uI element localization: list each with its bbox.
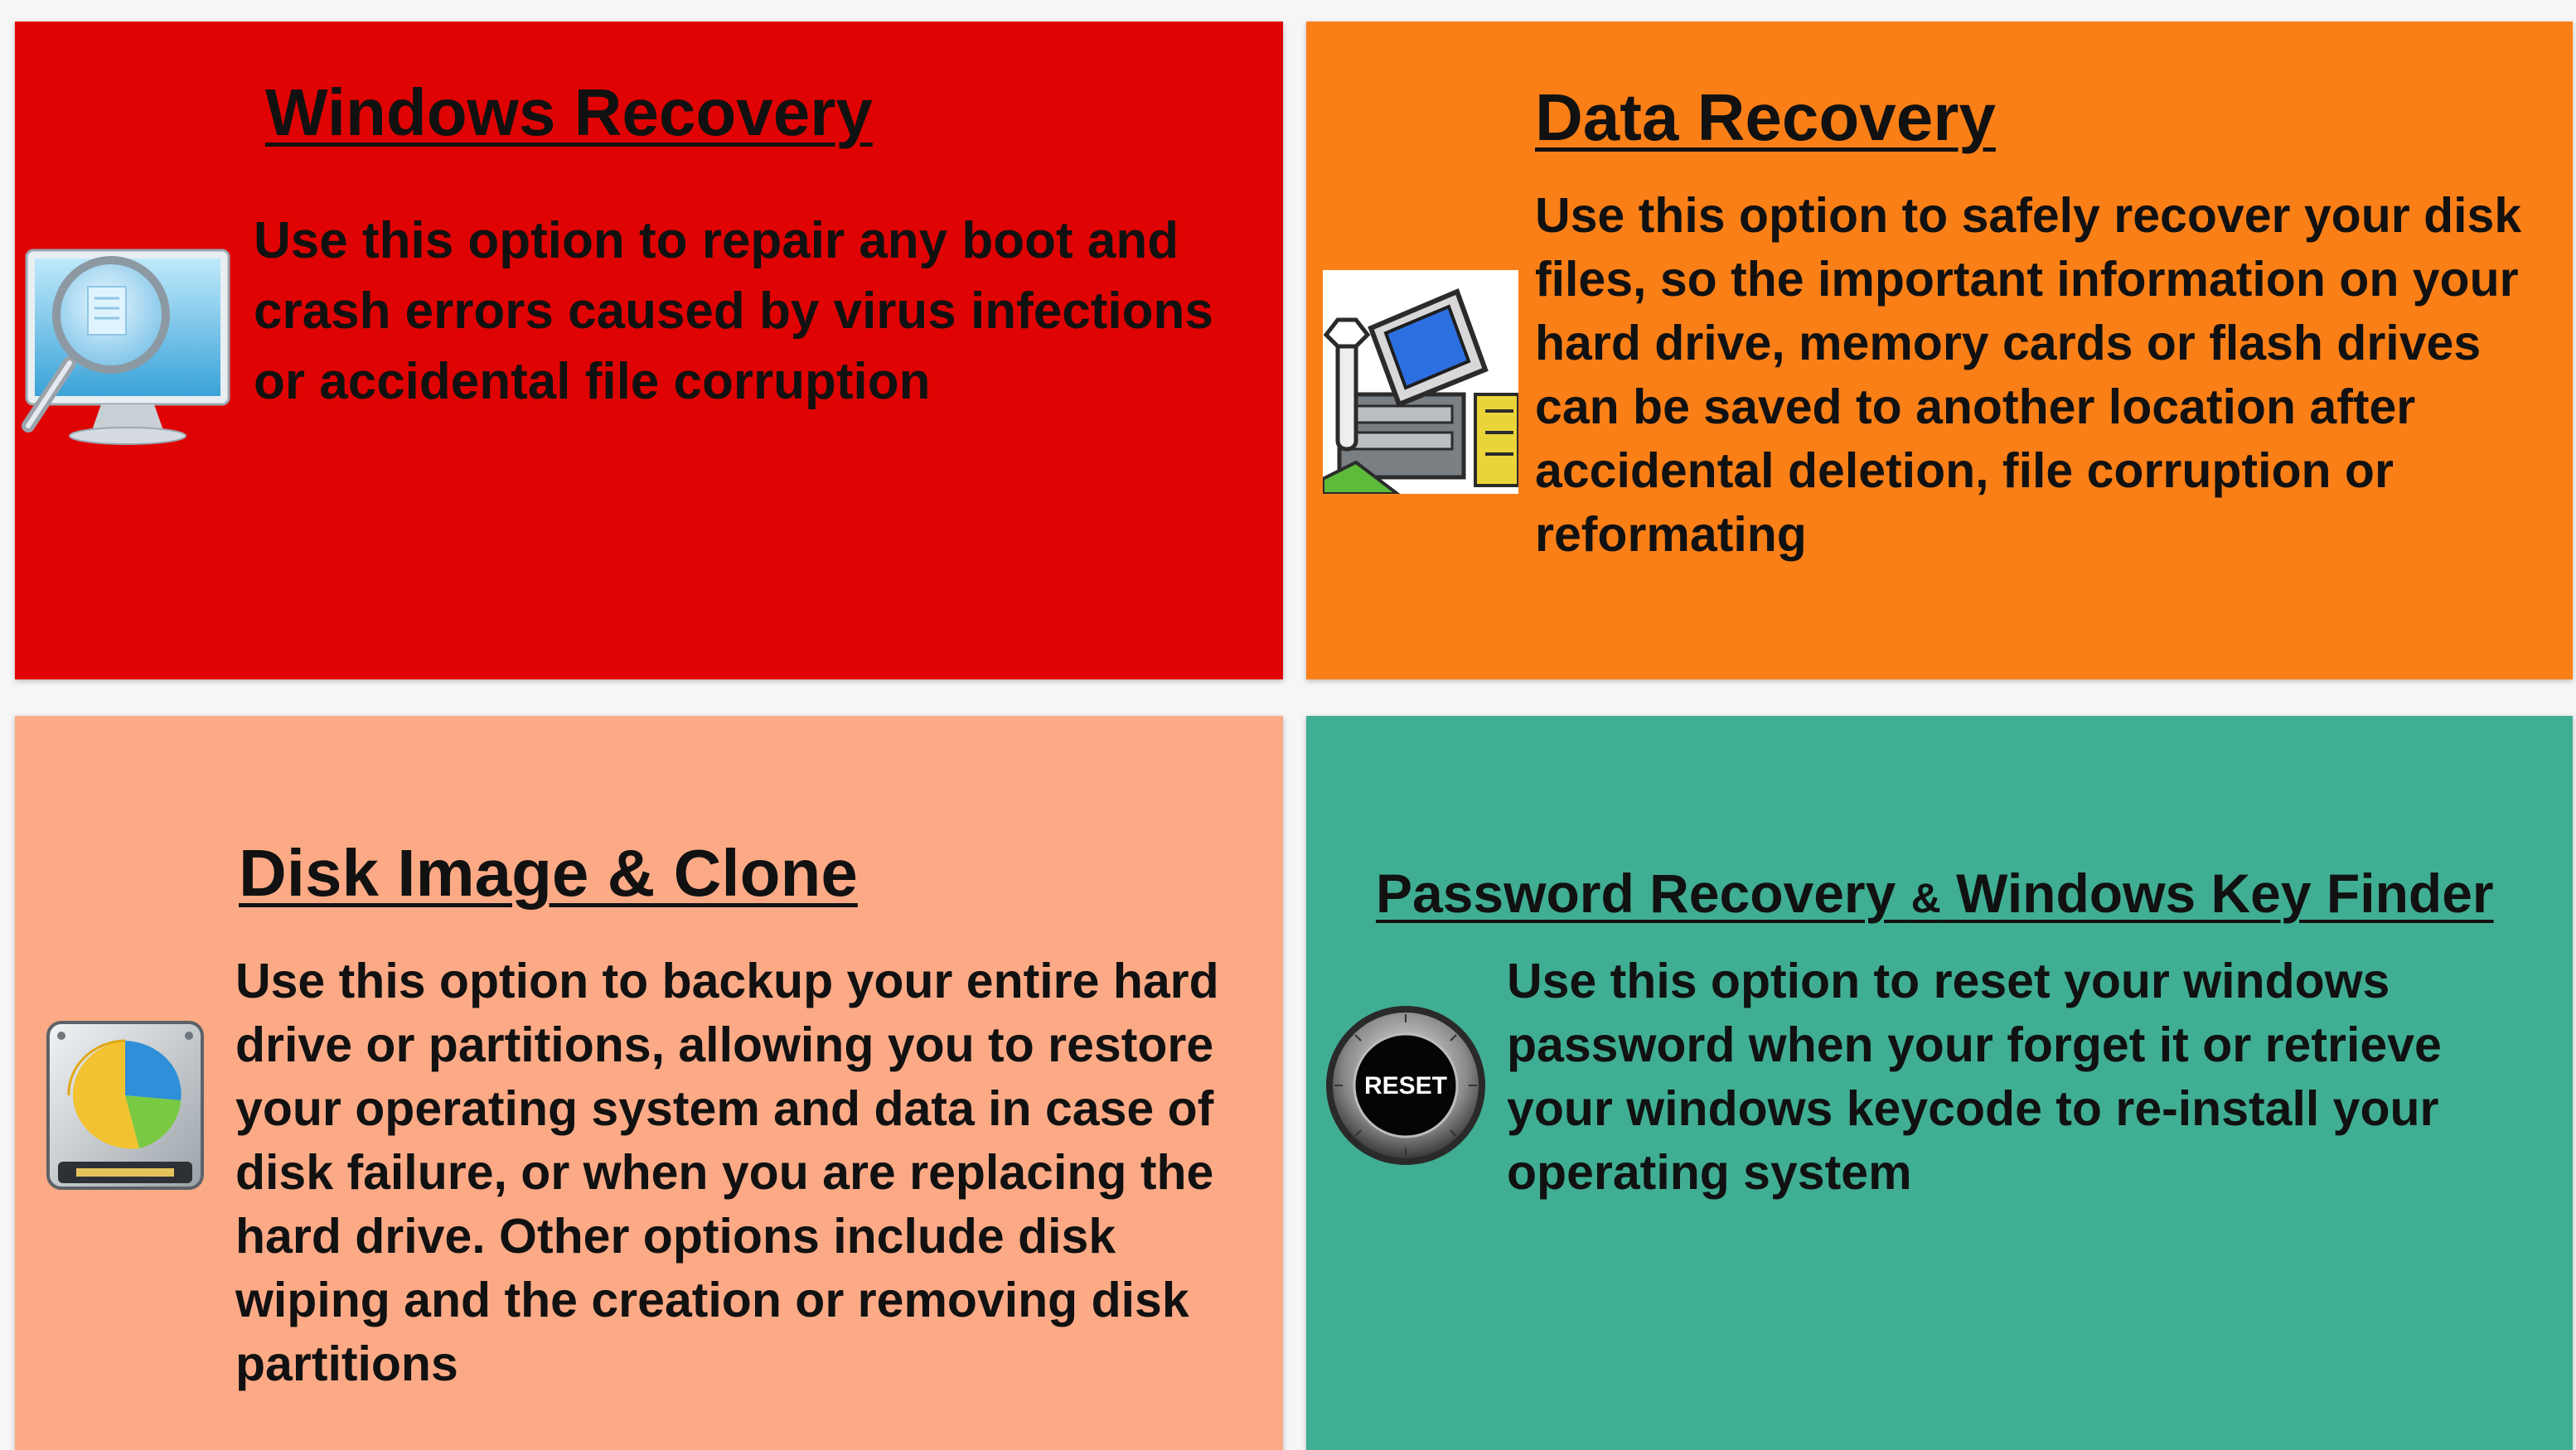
reset-dial-label: RESET: [1363, 1072, 1448, 1100]
repair-tools-drive-icon: [1323, 270, 1518, 494]
disk-image-clone-tile[interactable]: [15, 716, 1283, 1450]
windows-recovery-tile[interactable]: [15, 22, 1283, 679]
magnifier-monitor-icon: [18, 245, 234, 469]
password-recovery-title-part2: Windows Key Finder: [1956, 863, 2494, 924]
disk-image-clone-description: Use this option to backup your entire hard drive or partitions, allowing you to restore your operating system and data in case of disk failure, or when you are replacing the hard drive. Other options include disk wiping and the creation or removing disk partitions: [235, 954, 1219, 1391]
password-recovery-title[interactable]: [1376, 862, 2494, 925]
disk-image-clone-title[interactable]: Disk Image & Clone: [239, 836, 858, 910]
password-recovery-title-amp: &: [1910, 875, 1941, 921]
password-recovery-tile[interactable]: [1306, 716, 2573, 1450]
data-recovery-title[interactable]: Data Recovery: [1535, 80, 1996, 154]
data-recovery-tile[interactable]: [1306, 22, 2573, 679]
password-recovery-title-part1: Password Recovery: [1376, 863, 1896, 924]
reset-dial-icon: [1323, 1003, 1489, 1168]
hard-drive-pie-chart-icon: [40, 1016, 214, 1206]
windows-recovery-title[interactable]: Windows Recovery: [265, 75, 873, 149]
windows-recovery-description: Use this option to repair any boot and crash errors caused by virus infections or accidental file corruption: [254, 212, 1213, 410]
data-recovery-description: Use this option to safely recover your disk files, so the important information on your hard drive, memory cards or flash drives can be saved to another location after accidental deletion, file corruption or reformating: [1535, 188, 2522, 562]
password-recovery-description: Use this option to reset your windows password when your forget it or retrieve your windows keycode to re-install your operating system: [1507, 954, 2442, 1200]
